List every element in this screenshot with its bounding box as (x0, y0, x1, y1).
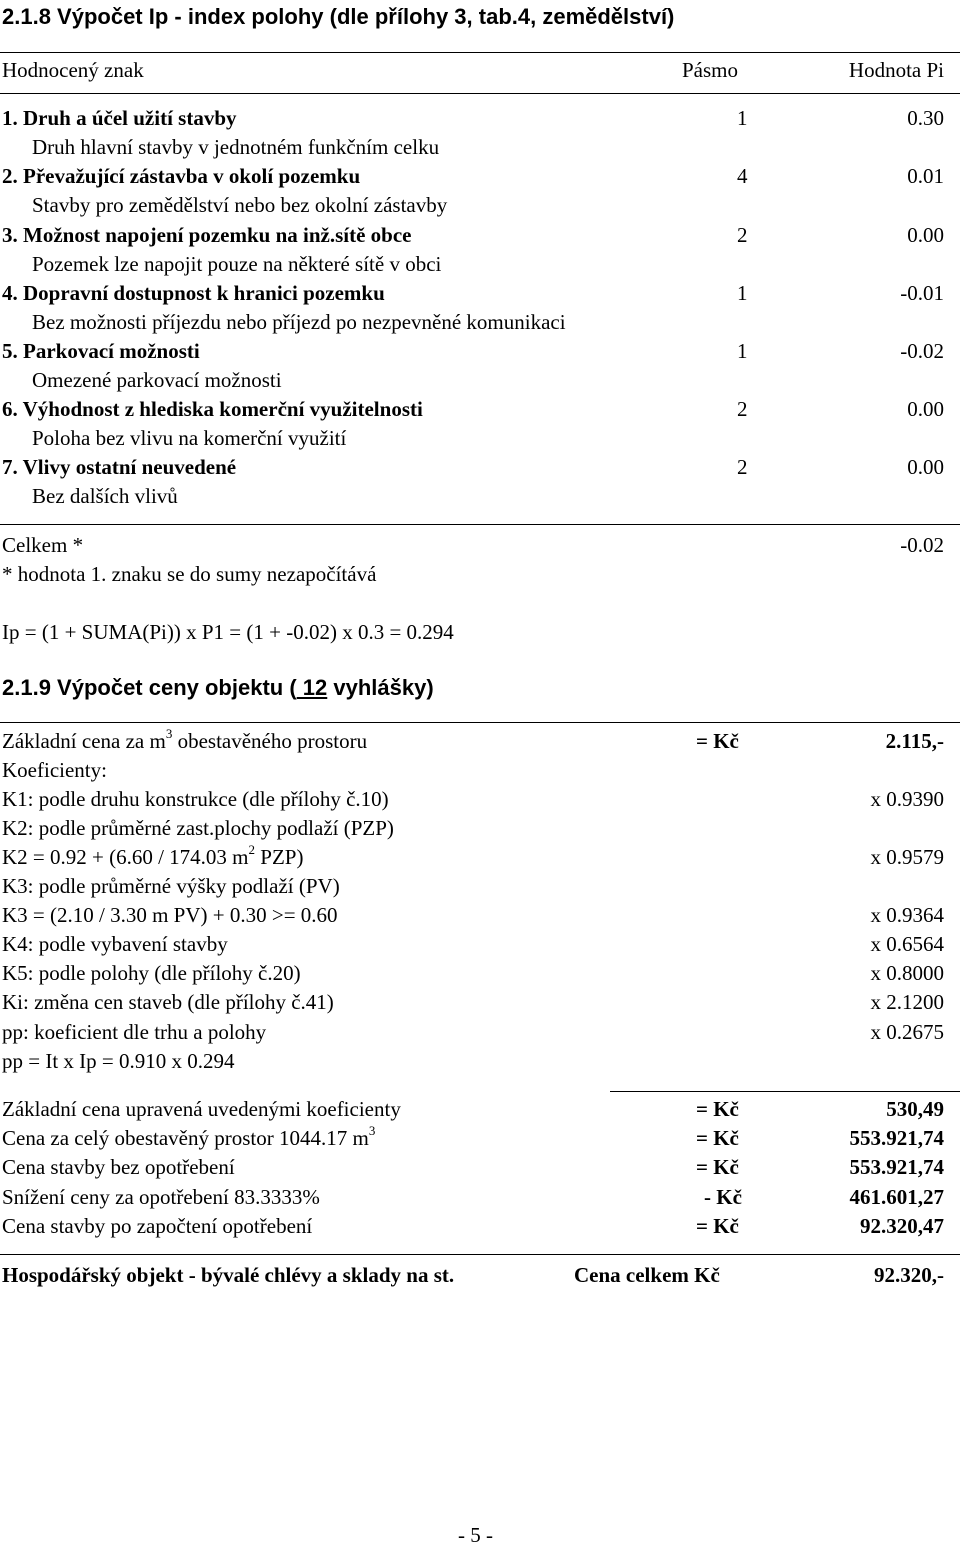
column-header-value: Hodnota Pi (848, 58, 944, 82)
result-label (2, 1216, 312, 1237)
subtotal-divider (610, 1091, 960, 1092)
coefficient-label: K2: podle průměrné zast.plochy podlaží (PZP) (2, 816, 394, 840)
divider (0, 52, 960, 53)
result-label-text: Cena stavby po započtení opotřebení (2, 1214, 313, 1238)
total-label: Celkem * (2, 533, 84, 557)
result-operator: = Kč (696, 1155, 739, 1179)
feature-title: 3. Možnost napojení pozemku na inž.sítě obce (2, 223, 412, 247)
divider (0, 722, 960, 723)
base-price-text: Základní cena za m (2, 729, 166, 753)
k2-formula (2, 842, 304, 869)
coefficient-label: K1: podle druhu konstrukce (dle přílohy č.10) (2, 787, 389, 811)
heading-text-end: vyhlášky) (327, 675, 434, 700)
result-label (2, 1187, 320, 1208)
k2-formula-suffix: PZP) (255, 845, 304, 869)
divider (0, 93, 960, 94)
k2-formula-text: K2 = 0.92 + (6.60 / 174.03 m (2, 845, 249, 869)
column-header-zone: Pásmo (682, 58, 739, 82)
page-number: - 5 - (458, 1523, 493, 1547)
base-price-label (2, 726, 368, 753)
section-2-heading (2, 677, 434, 699)
feature-zone: 1 (737, 281, 748, 305)
base-price-operator: = Kč (696, 729, 739, 753)
feature-zone: 2 (737, 455, 748, 479)
result-value: 461.601,27 (849, 1185, 944, 1209)
feature-value: -0.02 (900, 339, 944, 363)
result-value: 553.921,74 (849, 1126, 944, 1150)
coefficient-label: K5: podle polohy (dle přílohy č.20) (2, 961, 301, 985)
feature-value: 0.00 (907, 455, 944, 479)
final-price-value: 92.320,- (874, 1263, 944, 1287)
coefficient-value: x 2.1200 (870, 990, 944, 1014)
divider (0, 524, 960, 525)
unit-superscript: 2 (248, 842, 256, 857)
divider (0, 1254, 960, 1255)
coefficient-label: Ki: změna cen staveb (dle přílohy č.41) (2, 990, 334, 1014)
feature-zone: 1 (737, 106, 748, 130)
coefficient-value: x 0.8000 (870, 961, 944, 985)
feature-zone: 1 (737, 339, 748, 363)
feature-zone: 2 (737, 223, 748, 247)
coefficient-label: K4: podle vybavení stavby (2, 932, 228, 956)
feature-title: 7. Vlivy ostatní neuvedené (2, 455, 237, 479)
feature-title: 6. Výhodnost z hlediska komerční využitelnosti (2, 397, 423, 421)
feature-zone: 2 (737, 397, 748, 421)
section-1-heading: 2.1.8 Výpočet Ip - index polohy (dle přílohy 3, tab.4, zemědělství) (2, 4, 675, 29)
feature-value: 0.00 (907, 223, 944, 247)
feature-title: 5. Parkovací možnosti (2, 339, 200, 363)
coefficient-label: K3 = (2.10 / 3.30 m PV) + 0.30 >= 0.60 (2, 903, 338, 927)
feature-value: -0.01 (900, 281, 944, 305)
result-operator: = Kč (696, 1097, 739, 1121)
feature-title: 4. Dopravní dostupnost k hranici pozemku (2, 281, 385, 305)
result-value: 553.921,74 (849, 1155, 944, 1179)
coefficients-heading: Koeficienty: (2, 758, 107, 782)
feature-zone: 4 (737, 164, 748, 188)
base-price-value: 2.115,- (885, 729, 944, 753)
result-operator: = Kč (696, 1126, 739, 1150)
coefficient-value: x 0.6564 (870, 932, 944, 956)
coefficient-value: x 0.9390 (870, 787, 944, 811)
result-label-text: Snížení ceny za opotřebení 83.3333% (2, 1185, 320, 1209)
unit-superscript: 3 (368, 1123, 376, 1138)
coefficient-label: K3: podle průměrné výšky podlaží (PV) (2, 874, 340, 898)
result-operator: - Kč (704, 1185, 742, 1209)
k2-value: x 0.9579 (870, 845, 944, 869)
result-label (2, 1157, 235, 1178)
feature-value: 0.00 (907, 397, 944, 421)
feature-description: Bez dalších vlivů (32, 484, 178, 508)
unit-superscript: 3 (165, 726, 173, 741)
feature-title: 2. Převažující zástavba v okolí pozemku (2, 164, 361, 188)
coefficient-value: x 0.9364 (870, 903, 944, 927)
result-value: 530,49 (886, 1097, 944, 1121)
result-value: 92.320,47 (860, 1214, 944, 1238)
result-operator: = Kč (696, 1214, 739, 1238)
final-price-label: Cena celkem Kč (574, 1263, 720, 1287)
ip-formula: Ip = (1 + SUMA(Pi)) x P1 = (1 + -0.02) x 0.3 = 0.294 (2, 620, 454, 644)
base-price-suffix: obestavěného prostoru (172, 729, 368, 753)
feature-description: Omezené parkovací možnosti (32, 368, 282, 392)
column-header-feature: Hodnocený znak (2, 58, 144, 82)
coefficient-label: pp = It x Ip = 0.910 x 0.294 (2, 1049, 235, 1073)
result-label-text: Základní cena upravená uvedenými koeficienty (2, 1097, 401, 1121)
result-label-text: Cena za celý obestavěný prostor 1044.17 m (2, 1126, 369, 1150)
feature-value: 0.01 (907, 164, 944, 188)
feature-description: Bez možnosti příjezdu nebo příjezd po nezpevněné komunikaci (32, 310, 566, 334)
feature-description: Stavby pro zemědělství nebo bez okolní zástavby (32, 193, 448, 217)
coefficient-label: pp: koeficient dle trhu a polohy (2, 1020, 267, 1044)
result-label-text: Cena stavby bez opotřebení (2, 1155, 235, 1179)
result-label (2, 1123, 376, 1150)
heading-text: 2.1.9 Výpočet ceny objektu ( (2, 675, 297, 700)
coefficient-value: x 0.2675 (870, 1020, 944, 1044)
feature-description: Poloha bez vlivu na komerční využití (32, 426, 347, 450)
feature-description: Druh hlavní stavby v jednotném funkčním celku (32, 135, 440, 159)
final-object-label: Hospodářský objekt - bývalé chlévy a sklady na st. (2, 1263, 455, 1287)
feature-title: 1. Druh a účel užití stavby (2, 106, 237, 130)
footnote: * hodnota 1. znaku se do sumy nezapočítává (2, 562, 377, 586)
feature-value: 0.30 (907, 106, 944, 130)
feature-description: Pozemek lze napojit pouze na některé sítě v obci (32, 252, 442, 276)
heading-paragraph-ref: 12 (296, 675, 328, 700)
total-value: -0.02 (900, 533, 944, 557)
result-label (2, 1099, 401, 1120)
